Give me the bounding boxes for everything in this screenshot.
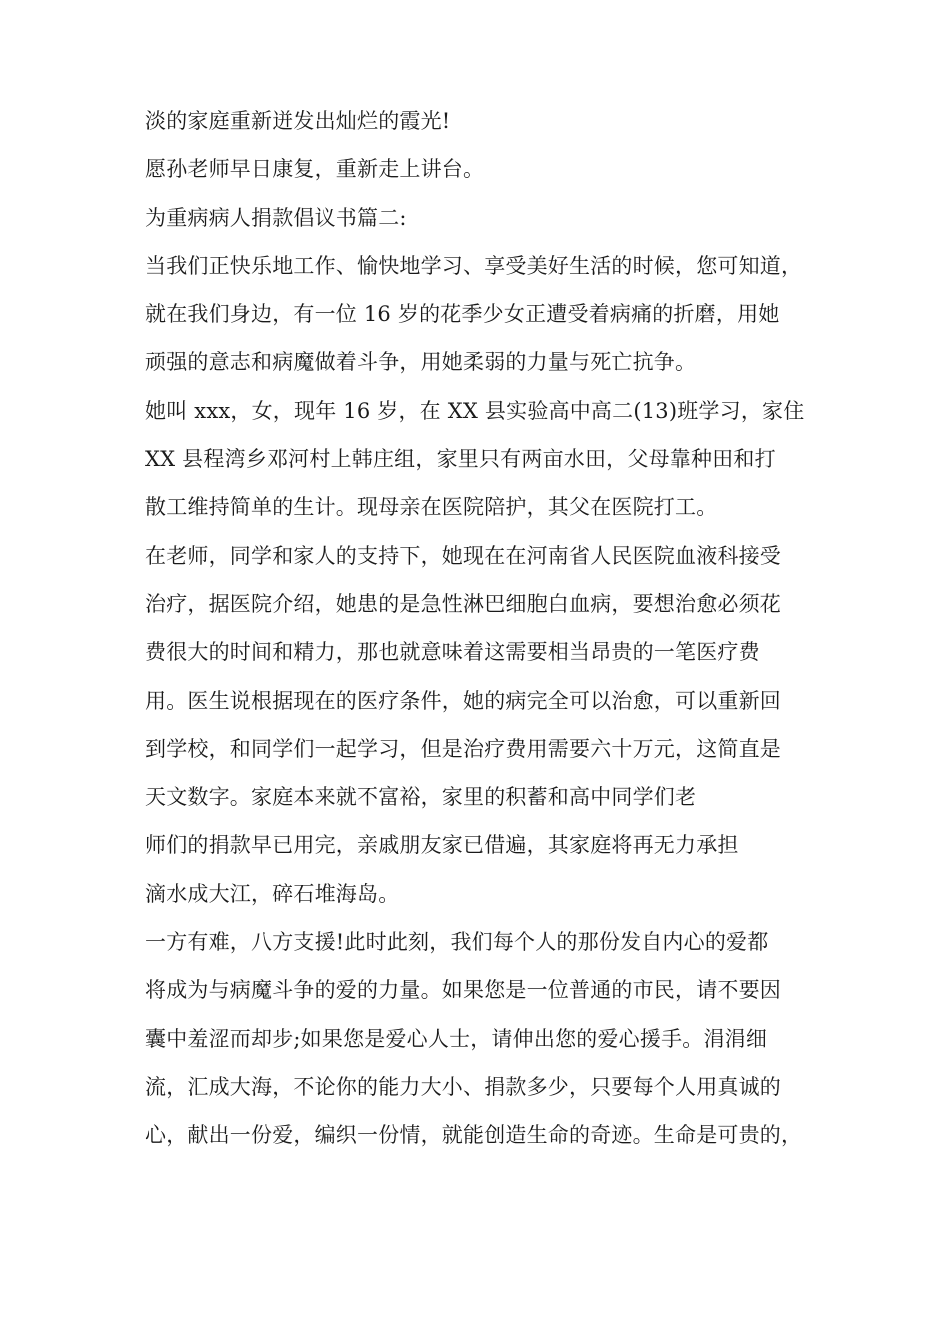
text-line: 心，献出一份爱，编织一份情，就能创造生命的奇迹。生命是可贵的， bbox=[145, 1123, 803, 1148]
text-line: 到学校，和同学们一起学习，但是治疗费用需要六十万元，这简直是 bbox=[145, 736, 781, 761]
text-line: 就在我们身边，有一位 16 岁的花季少女正遭受着病痛的折磨，用她 bbox=[145, 302, 780, 327]
text-line: 师们的捐款早已用完，亲戚朋友家已借遍，其家庭将再无力承担 bbox=[145, 833, 739, 858]
text-line: 她叫 xxx，女，现年 16 岁，在 XX 县实验高中高二(13)班学习，家住 bbox=[145, 398, 805, 423]
text-line: 天文数字。家庭本来就不富裕，家里的积蓄和高中同学们老 bbox=[145, 785, 697, 810]
text-line: 一方有难，八方支援!此时此刻，我们每个人的那份发自内心的爱都 bbox=[145, 930, 769, 955]
text-line: 流，汇成大海，不论你的能力大小、捐款多少，只要每个人用真诚的 bbox=[145, 1074, 781, 1099]
text-line: 费很大的时间和精力，那也就意味着这需要相当昂贵的一笔医疗费 bbox=[145, 640, 760, 665]
text-line: 淡的家庭重新迸发出灿烂的霞光! bbox=[145, 109, 451, 133]
section-heading: 为重病病人捐款倡议书篇二: bbox=[145, 205, 407, 230]
text-line: 将成为与病魔斗争的爱的力量。如果您是一位普通的市民，请不要因 bbox=[145, 978, 781, 1003]
text-line: 用。医生说根据现在的医疗条件，她的病完全可以治愈，可以重新回 bbox=[145, 688, 781, 713]
text-line: 治疗，据医院介绍，她患的是急性淋巴细胞白血病，要想治愈必须花 bbox=[145, 591, 781, 616]
text-line: XX 县程湾乡邓河村上韩庄组，家里只有两亩水田，父母靠种田和打 bbox=[145, 447, 776, 472]
text-line: 囊中羞涩而却步;如果您是爱心人士，请伸出您的爱心援手。涓涓细 bbox=[145, 1026, 768, 1051]
document-body bbox=[145, 97, 825, 1160]
text-line: 当我们正快乐地工作、愉快地学习、享受美好生活的时候，您可知道， bbox=[145, 253, 803, 278]
text-line: 滴水成大江，碎石堆海岛。 bbox=[145, 881, 400, 906]
text-line: 散工维持简单的生计。现母亲在医院陪护，其父在医院打工。 bbox=[145, 495, 718, 520]
text-line: 顽强的意志和病魔做着斗争，用她柔弱的力量与死亡抗争。 bbox=[145, 350, 697, 375]
text-line: 愿孙老师早日康复，重新走上讲台。 bbox=[145, 157, 485, 182]
text-line: 在老师，同学和家人的支持下，她现在在河南省人民医院血液科接受 bbox=[145, 543, 781, 568]
